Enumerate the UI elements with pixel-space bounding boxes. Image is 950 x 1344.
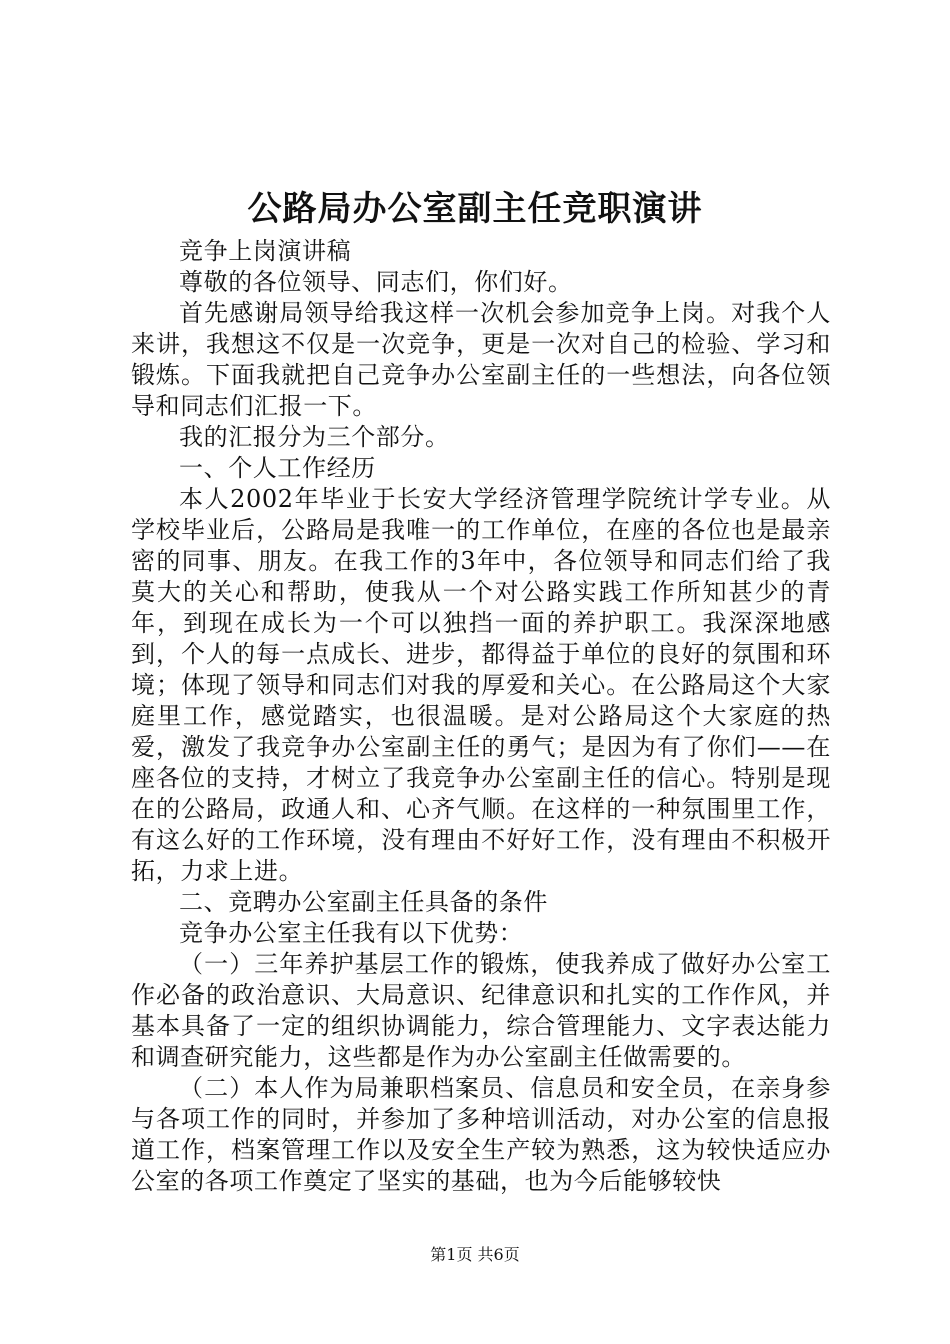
paragraph-subtitle: 竞争上岗演讲稿 [179, 237, 352, 265]
document-body [131, 236, 831, 1197]
paragraph-advantage-2: （二）本人作为局兼职档案员、信息员和安全员，在亲身参与各项工作的同时，并参加了多种培训活动，对办公室的信息报道工作，档案管理工作以及安全生产较为熟悉，这为较快适应办公室的各项工作奠定了坚实的基础，也为今后能够较快 [131, 1074, 831, 1195]
paragraph-advantages-intro: 竞争办公室主任我有以下优势： [179, 919, 524, 947]
paragraph-experience: 本人2002年毕业于长安大学经济管理学院统计学专业。从学校毕业后，公路局是我唯一的工作单位，在座的各位也是最亲密的同事、朋友。在我工作的3年中，各位领导和同志们给了我莫大的关心和帮助，使我从一个对公路实践工作所知甚少的青年，到现在成长为一个可以独挡一面的养护职工。我深深地感到，个人的每一点成长、进步，都得益于单位的良好的氛围和环境；体现了领导和同志们对我的厚爱和关心。在公路局这个大家庭里工作，感觉踏实，也很温暖。是对公路局这个大家庭的热爱，激发了我竞争办公室副主任的勇气；是因为有了你们——在座各位的支持，才树立了我竞争办公室副主任的信心。特别是现在的公路局，政通人和、心齐气顺。在这样的一种氛围里工作，有这么好的工作环境，没有理由不好好工作，没有理由不积极开拓，力求上进。 [131, 485, 831, 885]
paragraph-outline: 我的汇报分为三个部分。 [179, 423, 450, 451]
section-heading-1: 一、个人工作经历 [179, 454, 376, 482]
paragraph-intro: 首先感谢局领导给我这样一次机会参加竞争上岗。对我个人来讲，我想这不仅是一次竞争，更是一次对自己的检验、学习和锻炼。下面我就把自己竞争办公室副主任的一些想法，向各位领导和同志们汇报一下。 [131, 299, 831, 420]
document-title: 公路局办公室副主任竞职演讲 [247, 189, 703, 229]
paragraph-greeting: 尊敬的各位领导、同志们，你们好。 [179, 268, 573, 296]
paragraph-advantage-1: （一）三年养护基层工作的锻炼，使我养成了做好办公室工作必备的政治意识、大局意识、纪律意识和扎实的工作作风，并基本具备了一定的组织协调能力，综合管理能力、文字表达能力和调查研究能力，这些都是作为办公室副主任做需要的。 [131, 950, 831, 1071]
page-footer: 第1页 共6页 [430, 1245, 520, 1264]
section-heading-2: 二、竞聘办公室副主任具备的条件 [179, 888, 548, 916]
